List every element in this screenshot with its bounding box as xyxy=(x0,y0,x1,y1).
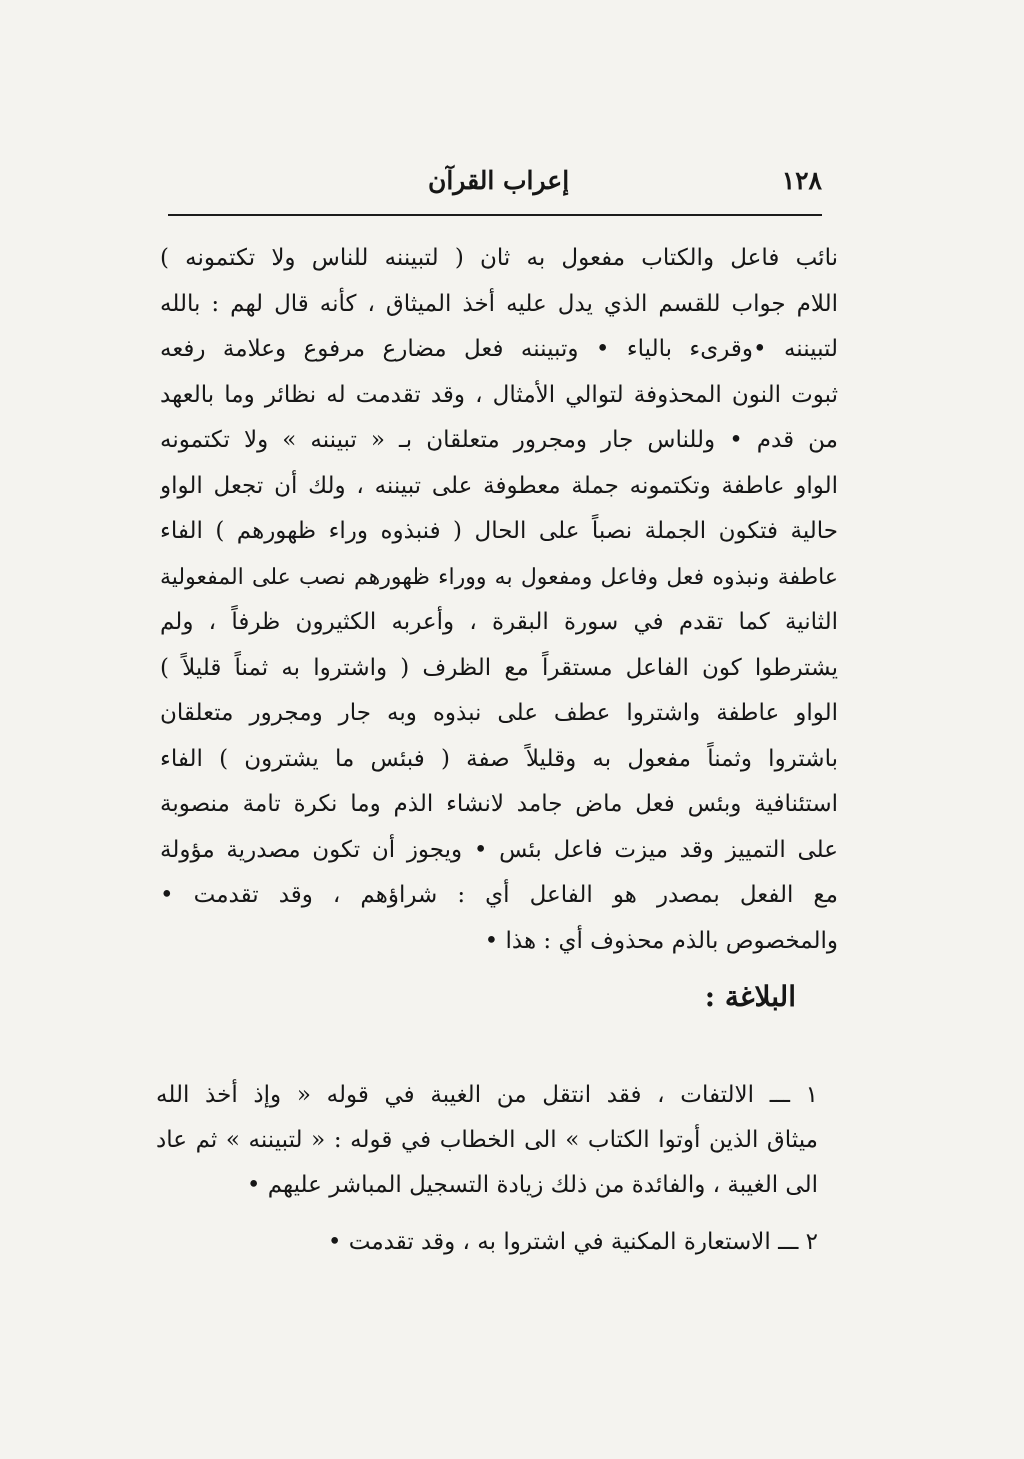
text-line: اللام جواب للقسم الذي يدل عليه أخذ الميثاق ، كأنه قال لهم : بالله xyxy=(160,290,838,317)
text-line: يشترطوا كون الفاعل مستقراً مع الظرف ( واشتروا به ثمناً قليلاً ) xyxy=(160,654,838,681)
grammar-analysis-text xyxy=(160,236,838,964)
balagha-item-2: ٢ ـــ الاستعارة المكنية في اشتروا به ، وقد تقدمت • xyxy=(327,1229,818,1255)
balagha-item-1-line: ميثاق الذين أوتوا الكتاب » الى الخطاب في قوله : « لتبيننه » ثم عاد xyxy=(156,1127,818,1153)
text-line: استئنافية وبئس فعل ماض جامد لانشاء الذم وما نكرة تامة منصوبة xyxy=(160,791,838,817)
text-line: مع الفعل بمصدر هو الفاعل أي : شراؤهم ، وقد تقدمت • xyxy=(160,882,838,908)
text-line: من قدم • وللناس جار ومجرور متعلقان بـ « تبيننه » ولا تكتمونه xyxy=(160,427,838,453)
text-line: نائب فاعل والكتاب مفعول به ثان ( لتبيننه للناس ولا تكتمونه ) xyxy=(160,245,838,271)
text-line: الثانية كما تقدم في سورة البقرة ، وأعربه الكثيرون ظرفاً ، ولم xyxy=(160,609,838,635)
header-rule xyxy=(168,214,822,216)
page-header xyxy=(168,160,822,210)
section-heading-balagha: البلاغة : xyxy=(704,980,796,1013)
text-line: ثبوت النون المحذوفة لتوالي الأمثال ، وقد تقدمت له نظائر وما بالعهد xyxy=(160,381,838,408)
text-line: والمخصوص بالذم محذوف أي : هذا • xyxy=(484,927,838,954)
balagha-item-1-line: ١ ـــ الالتفات ، فقد انتقل من الغيبة في قوله « وإذ أخذ الله xyxy=(156,1082,818,1108)
text-line: الواو عاطفة واشتروا عطف على نبذوه وبه جار ومجرور متعلقان xyxy=(160,700,838,726)
page-number: ١٢٨ xyxy=(781,166,822,195)
text-line: الواو عاطفة وتكتمونه جملة معطوفة على تبيننه ، ولك أن تجعل الواو xyxy=(160,472,838,499)
text-line: حالية فتكون الجملة نصباً على الحال ( فنبذوه وراء ظهورهم ) الفاء xyxy=(160,518,838,544)
text-line: على التمييز وقد ميزت فاعل بئس • ويجوز أن تكون مصدرية مؤولة xyxy=(160,836,838,863)
balagha-item-1-line: الى الغيبة ، والفائدة من ذلك زيادة التسجيل المباشر عليهم • xyxy=(246,1172,818,1198)
balagha-list xyxy=(156,1073,818,1265)
running-title: إعراب القرآن xyxy=(428,166,570,195)
text-line: باشتروا وثمناً مفعول به وقليلاً صفة ( فبئس ما يشترون ) الفاء xyxy=(160,745,838,772)
text-line: عاطفة ونبذوه فعل وفاعل ومفعول به ووراء ظهورهم نصب على المفعولية xyxy=(160,564,838,590)
text-line: لتبيننه •وقرىء بالياء • وتبيننه فعل مضارع مرفوع وعلامة رفعه xyxy=(160,336,838,362)
